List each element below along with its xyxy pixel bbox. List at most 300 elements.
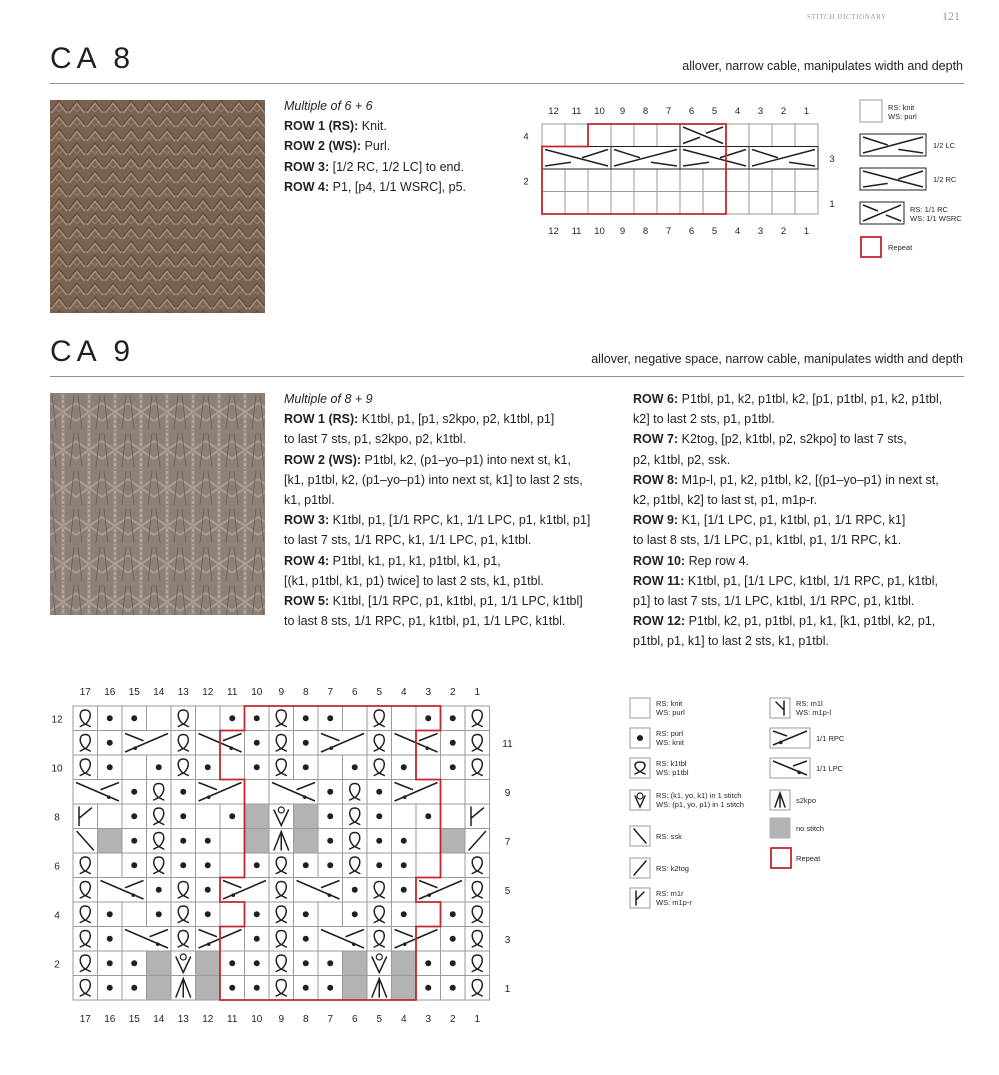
- lpc-dot: [425, 746, 429, 750]
- chart-cell: [196, 804, 221, 829]
- no-stitch-cell: [294, 804, 319, 829]
- chart-cell: [680, 192, 703, 215]
- instruction-line: [633, 490, 942, 510]
- column-number: 7: [327, 687, 334, 698]
- row-number: 7: [504, 836, 511, 848]
- purl-dot-symbol: [450, 764, 456, 770]
- legend-label: RS: knit: [888, 103, 915, 112]
- ca8-divider: [50, 83, 964, 84]
- purl-dot-symbol: [107, 960, 113, 966]
- purl-dot-symbol: [376, 862, 382, 868]
- column-number: 5: [711, 226, 718, 237]
- column-number: 11: [227, 687, 238, 698]
- chart-cell: [220, 902, 245, 927]
- chart-cell: [441, 853, 466, 878]
- chart-cell: [657, 192, 680, 215]
- legend-box: [770, 818, 790, 838]
- legend-box: [630, 758, 650, 778]
- page-number: 121: [942, 9, 960, 23]
- instruction-line: [633, 611, 942, 631]
- row-number: 9: [504, 787, 511, 799]
- column-number: 6: [351, 1014, 358, 1025]
- column-number: 17: [79, 1014, 91, 1025]
- row-label: ROW 3:: [284, 159, 330, 174]
- instruction-line: [633, 409, 942, 429]
- purl-dot-symbol: [205, 911, 211, 917]
- row-text: k1, p1tbl.: [284, 493, 335, 508]
- row-label: ROW 1 (RS):: [284, 119, 359, 134]
- ca8-title: CA 8: [50, 42, 136, 75]
- row-number: 2: [523, 176, 529, 188]
- row-text: K2tog, [p2, k1tbl, p2, s2kpo] to last 7 sts,: [678, 432, 907, 447]
- instruction-line: [284, 470, 590, 490]
- lpc-dot: [327, 893, 331, 897]
- column-number: 10: [251, 687, 263, 698]
- chart-cell: [634, 192, 657, 215]
- row-number: 4: [523, 131, 529, 143]
- purl-dot-symbol: [180, 813, 186, 819]
- legend-label: Repeat: [888, 243, 913, 252]
- lpc-dot: [229, 746, 233, 750]
- chart-cell: [392, 804, 417, 829]
- legend-label: WS: m1p-r: [656, 898, 692, 907]
- purl-dot-symbol: [303, 862, 309, 868]
- instruction-line: [284, 530, 590, 550]
- column-number: 16: [104, 1014, 116, 1025]
- rpc-dot: [779, 741, 783, 745]
- purl-dot-symbol: [327, 838, 333, 844]
- column-number: 12: [202, 1014, 214, 1025]
- ca9-swatch-image: [50, 393, 265, 615]
- purl-dot-symbol: [401, 911, 407, 917]
- chart-cell: [726, 169, 749, 192]
- column-number: 11: [571, 106, 582, 117]
- purl-dot-symbol: [327, 985, 333, 991]
- column-number: 8: [642, 106, 649, 117]
- row-number: 12: [51, 714, 63, 726]
- chart-cell: [611, 124, 634, 147]
- column-number: 6: [688, 106, 695, 117]
- row-text: P1tbl, k2, p1, p1tbl, p1, k1, [k1, p1tbl, k2, p1,: [685, 614, 936, 629]
- chart-cell: [588, 169, 611, 192]
- no-stitch-cell: [441, 829, 466, 854]
- ca9-instructions-col1: [284, 389, 590, 631]
- column-number: 1: [803, 106, 810, 117]
- chart-cell: [343, 706, 368, 731]
- purl-dot-symbol: [303, 740, 309, 746]
- row-label: ROW 6:: [633, 392, 679, 406]
- chart-cell: [542, 169, 565, 192]
- chart-cell: [416, 853, 441, 878]
- row-text: P1tbl, p1, k2, p1tbl, k2, [p1, p1tbl, p1, k2, p1tbl,: [678, 392, 943, 406]
- purl-dot-symbol: [180, 862, 186, 868]
- legend-label: RS: knit: [656, 699, 683, 708]
- legend-label: WS: purl: [656, 708, 685, 717]
- column-number: 13: [177, 1014, 189, 1025]
- purl-dot-symbol: [254, 715, 260, 721]
- purl-dot-symbol: [156, 887, 162, 893]
- chart-cell: [795, 192, 818, 215]
- column-number: 7: [665, 226, 672, 237]
- column-number: 5: [376, 687, 383, 698]
- rpc-dot: [133, 746, 137, 750]
- purl-dot-symbol: [107, 764, 113, 770]
- row-text: Rep row 4.: [685, 553, 750, 568]
- chart-cell: [795, 124, 818, 147]
- chart-cell: [441, 804, 466, 829]
- column-number: 8: [302, 687, 309, 698]
- lpc-dot: [156, 942, 160, 946]
- chart-cell: [657, 124, 680, 147]
- legend-label: 1/1 LPC: [816, 764, 844, 773]
- column-number: 3: [757, 106, 764, 117]
- chart-cell: [245, 780, 270, 805]
- purl-dot-symbol: [376, 813, 382, 819]
- purl-dot-symbol: [327, 789, 333, 795]
- column-number: 10: [594, 226, 605, 237]
- chart-cell: [726, 192, 749, 215]
- column-number: 3: [425, 1014, 432, 1025]
- chart-cell: [772, 192, 795, 215]
- legend-label: RS: m1l: [796, 699, 823, 708]
- instruction-line: [633, 551, 942, 571]
- column-number: 10: [251, 1014, 263, 1025]
- row-label: ROW 7:: [633, 432, 679, 447]
- legend-label: RS: k2tog: [656, 864, 689, 873]
- purl-dot-symbol: [450, 936, 456, 942]
- purl-dot-symbol: [107, 911, 113, 917]
- row-number: 3: [829, 153, 835, 165]
- purl-dot-symbol: [303, 715, 309, 721]
- instruction-line: [284, 450, 590, 470]
- purl-dot-symbol: [254, 862, 260, 868]
- legend-label: RS: m1r: [656, 889, 684, 898]
- purl-dot-symbol: [425, 813, 431, 819]
- instruction-line: [284, 551, 590, 571]
- chart-cell: [703, 169, 726, 192]
- chart-cell: [772, 124, 795, 147]
- instruction-line: [284, 157, 466, 177]
- chart-cell: [565, 192, 588, 215]
- row-number: 8: [54, 812, 60, 824]
- legend-label: RS: 1/1 RC: [910, 205, 948, 214]
- ca9-legend: [628, 694, 888, 914]
- lpc-dot: [131, 893, 135, 897]
- purl-dot-symbol: [156, 764, 162, 770]
- instruction-line: [284, 136, 466, 156]
- column-number: 3: [425, 687, 432, 698]
- purl-dot-symbol: [401, 764, 407, 770]
- chart-cell: [98, 853, 123, 878]
- row-number: 10: [51, 763, 63, 775]
- ca9-title: CA 9: [50, 335, 136, 368]
- row-text: M1p-l, p1, k2, p1tbl, k2, [(p1–yo–p1) in next st,: [678, 472, 939, 487]
- no-stitch-cell: [147, 951, 172, 976]
- chart-cell: [749, 192, 772, 215]
- legend-label: 1/1 RPC: [816, 734, 845, 743]
- chart-cell: [542, 124, 565, 147]
- no-stitch-cell: [245, 804, 270, 829]
- legend-label: s2kpo: [796, 796, 817, 805]
- column-number: 9: [278, 1014, 285, 1025]
- instruction-line: [284, 429, 590, 449]
- column-number: 15: [128, 1014, 140, 1025]
- purl-dot-symbol: [637, 735, 643, 741]
- chart-cell: [657, 169, 680, 192]
- instruction-line: [633, 429, 942, 449]
- purl-dot-symbol: [254, 740, 260, 746]
- legend-box: [630, 698, 650, 718]
- lpc-dot: [352, 942, 356, 946]
- chart-cell: [416, 829, 441, 854]
- instruction-line: [284, 571, 590, 591]
- instruction-line: [284, 591, 590, 611]
- stitch-multiple: Multiple of 8 + 9: [284, 392, 373, 406]
- row-text: p2, k1tbl, p2, ssk.: [633, 452, 731, 467]
- purl-dot-symbol: [327, 862, 333, 868]
- row-label: ROW 4:: [284, 179, 330, 194]
- no-stitch-cell: [196, 976, 221, 1001]
- column-number: 11: [571, 226, 582, 237]
- purl-dot-symbol: [303, 985, 309, 991]
- column-number: 12: [548, 106, 559, 117]
- chart-cell: [122, 755, 147, 780]
- purl-dot-symbol: [254, 911, 260, 917]
- purl-dot-symbol: [229, 960, 235, 966]
- chart-cell: [220, 755, 245, 780]
- instruction-line: [633, 470, 942, 490]
- ca8-swatch-image: [50, 100, 265, 313]
- row-text: K1tbl, p1, [1/1 RPC, k1, 1/1 LPC, p1, k1tbl, p1]: [329, 513, 591, 528]
- chart-cell: [749, 124, 772, 147]
- ca8-legend: [858, 96, 978, 266]
- rpc-dot: [207, 795, 211, 799]
- purl-dot-symbol: [205, 887, 211, 893]
- legend-label: RS: k1tbl: [656, 759, 687, 768]
- legend-repeat-box: [861, 237, 881, 257]
- purl-dot-symbol: [401, 862, 407, 868]
- row-text: K1tbl, p1, [p1, s2kpo, p2, k1tbl, p1]: [358, 412, 555, 427]
- chart-cell: [588, 124, 611, 147]
- row-text: K1tbl, p1, [1/1 LPC, k1tbl, 1/1 RPC, p1, k1tbl,: [684, 573, 939, 588]
- column-number: 12: [202, 687, 214, 698]
- column-number: 1: [803, 226, 810, 237]
- purl-dot-symbol: [450, 960, 456, 966]
- column-number: 8: [302, 1014, 309, 1025]
- chart-cell: [703, 192, 726, 215]
- purl-dot-symbol: [450, 911, 456, 917]
- column-number: 6: [351, 687, 358, 698]
- purl-dot-symbol: [131, 715, 137, 721]
- row-text: p1tbl, p1, k1] to last 2 sts, k1, p1tbl.: [633, 634, 829, 649]
- chart-cell: [73, 804, 98, 829]
- purl-dot-symbol: [450, 740, 456, 746]
- purl-dot-symbol: [401, 838, 407, 844]
- row-text: Knit.: [358, 119, 387, 134]
- column-number: 7: [665, 106, 672, 117]
- instruction-line: [284, 510, 590, 530]
- no-stitch-cell: [98, 829, 123, 854]
- chart-cell: [634, 124, 657, 147]
- chart-cell: [565, 169, 588, 192]
- chart-cell: [588, 192, 611, 215]
- row-number: 5: [504, 885, 511, 897]
- ca9-chart: [45, 680, 535, 1025]
- chart-cell: [634, 169, 657, 192]
- purl-dot-symbol: [205, 838, 211, 844]
- row-text: [(k1, p1tbl, k1, p1) twice] to last 2 sts, k1, p1tbl.: [284, 573, 544, 588]
- row-text: K1tbl, [1/1 RPC, p1, k1tbl, p1, 1/1 LPC, k1tbl]: [329, 594, 583, 609]
- no-stitch-cell: [343, 951, 368, 976]
- column-number: 6: [688, 226, 695, 237]
- column-number: 1: [474, 1014, 481, 1025]
- rpc-dot: [403, 795, 407, 799]
- running-head: STITCH DICTIONARY: [807, 13, 887, 21]
- purl-dot-symbol: [131, 960, 137, 966]
- purl-dot-symbol: [425, 960, 431, 966]
- ca9-tags: allover, negative space, narrow cable, manipulates width and depth: [591, 352, 963, 366]
- ca9-instructions-col2: [633, 389, 942, 652]
- chart-cell: [318, 902, 343, 927]
- purl-dot-symbol: [131, 813, 137, 819]
- purl-dot-symbol: [327, 715, 333, 721]
- column-number: 3: [757, 226, 764, 237]
- column-number: 5: [376, 1014, 383, 1025]
- chart-cell: [465, 780, 490, 805]
- rpc-dot: [329, 746, 333, 750]
- row-label: ROW 2 (WS):: [284, 452, 362, 467]
- purl-dot-symbol: [107, 985, 113, 991]
- no-stitch-cell: [245, 829, 270, 854]
- legend-knit-box: [860, 100, 882, 122]
- column-number: 9: [619, 106, 626, 117]
- column-number: 16: [104, 687, 116, 698]
- column-number: 13: [177, 687, 189, 698]
- row-text: [1/2 RC, 1/2 LC] to end.: [329, 159, 464, 174]
- lpc-dot: [797, 771, 801, 775]
- purl-dot-symbol: [131, 985, 137, 991]
- purl-dot-symbol: [156, 911, 162, 917]
- purl-dot-symbol: [205, 764, 211, 770]
- ca9-divider: [50, 376, 964, 377]
- purl-dot-symbol: [180, 838, 186, 844]
- instruction-line: [633, 389, 942, 409]
- row-number: 2: [54, 959, 60, 971]
- row-label: ROW 10:: [633, 553, 686, 568]
- instruction-line: [284, 490, 590, 510]
- row-label: ROW 2 (WS):: [284, 139, 362, 154]
- row-text: to last 7 sts, p1, s2kpo, p2, k1tbl.: [284, 432, 467, 447]
- lpc-dot: [303, 795, 307, 799]
- chart-cell: [98, 804, 123, 829]
- chart-cell: [318, 755, 343, 780]
- chart-cell: [220, 829, 245, 854]
- purl-dot-symbol: [107, 740, 113, 746]
- row-text: P1tbl, k1, p1, k1, p1tbl, k1, p1,: [329, 553, 501, 568]
- row-number: 3: [504, 934, 511, 946]
- purl-dot-symbol: [107, 715, 113, 721]
- column-number: 5: [711, 106, 718, 117]
- legend-label: WS: (p1, yo, p1) in 1 stitch: [656, 800, 744, 809]
- row-text: [k1, p1tbl, k2, (p1–yo–p1) into next st, k1] to last 2 sts,: [284, 472, 583, 487]
- instruction-line: [633, 510, 942, 530]
- row-text: to last 8 sts, 1/1 LPC, p1, k1tbl, p1, 1/1 RPC, k1.: [633, 533, 902, 548]
- rpc-dot: [231, 893, 235, 897]
- stitch-multiple: Multiple of 6 + 6: [284, 99, 373, 113]
- legend-box: [770, 698, 790, 718]
- row-text: to last 8 sts, 1/1 RPC, p1, k1tbl, p1, 1/1 LPC, k1tbl.: [284, 614, 566, 629]
- chart-cell: [680, 169, 703, 192]
- purl-dot-symbol: [254, 764, 260, 770]
- chart-cell: [726, 124, 749, 147]
- no-stitch-cell: [392, 976, 417, 1001]
- legend-label: WS: 1/1 WSRC: [910, 214, 962, 223]
- purl-dot-symbol: [376, 838, 382, 844]
- legend-repeat-box: [771, 848, 791, 868]
- instruction-line: [284, 116, 466, 136]
- legend-label: RS: ssk: [656, 832, 682, 841]
- column-number: 2: [780, 226, 787, 237]
- purl-dot-symbol: [303, 960, 309, 966]
- chart-cell: [220, 853, 245, 878]
- column-number: 10: [594, 106, 605, 117]
- column-number: 4: [400, 1014, 407, 1025]
- column-number: 17: [79, 687, 91, 698]
- chart-cell: [611, 192, 634, 215]
- purl-dot-symbol: [376, 789, 382, 795]
- row-label: ROW 5:: [284, 594, 330, 609]
- row-label: ROW 11:: [633, 573, 685, 588]
- legend-box: [630, 888, 650, 908]
- row-text: Purl.: [361, 139, 391, 154]
- row-text: K1, [1/1 LPC, p1, k1tbl, p1, 1/1 RPC, k1]: [678, 513, 906, 528]
- instruction-line: [633, 571, 942, 591]
- row-number: 11: [502, 738, 513, 750]
- column-number: 1: [474, 687, 481, 698]
- lpc-dot: [107, 795, 111, 799]
- row-number: 1: [829, 198, 835, 210]
- column-number: 11: [227, 1014, 238, 1025]
- legend-label: WS: purl: [888, 112, 917, 121]
- purl-dot-symbol: [352, 911, 358, 917]
- column-number: 9: [619, 226, 626, 237]
- column-number: 14: [153, 687, 165, 698]
- purl-dot-symbol: [352, 764, 358, 770]
- row-label: ROW 3:: [284, 513, 330, 528]
- instruction-line: [633, 530, 942, 550]
- rpc-dot: [427, 893, 431, 897]
- purl-dot-symbol: [327, 960, 333, 966]
- row-text: p1] to last 7 sts, 1/1 LPC, k1tbl, 1/1 RPC, p1, k1tbl.: [633, 594, 915, 609]
- purl-dot-symbol: [450, 985, 456, 991]
- column-number: 2: [780, 106, 787, 117]
- purl-dot-symbol: [205, 862, 211, 868]
- row-number: 1: [504, 983, 511, 995]
- no-stitch-cell: [196, 951, 221, 976]
- legend-label: WS: knit: [656, 738, 684, 747]
- purl-dot-symbol: [303, 936, 309, 942]
- purl-dot-symbol: [254, 960, 260, 966]
- row-text: P1tbl, k2, (p1–yo–p1) into next st, k1,: [361, 452, 571, 467]
- column-number: 4: [734, 226, 741, 237]
- instruction-line: [633, 450, 942, 470]
- row-label: ROW 4:: [284, 553, 330, 568]
- purl-dot-symbol: [180, 789, 186, 795]
- ca8-tags: allover, narrow cable, manipulates width and depth: [682, 59, 963, 73]
- chart-cell: [772, 169, 795, 192]
- instruction-line: [284, 611, 590, 631]
- row-text: k2, p1tbl, k2] to last st, p1, m1p-r.: [633, 493, 818, 508]
